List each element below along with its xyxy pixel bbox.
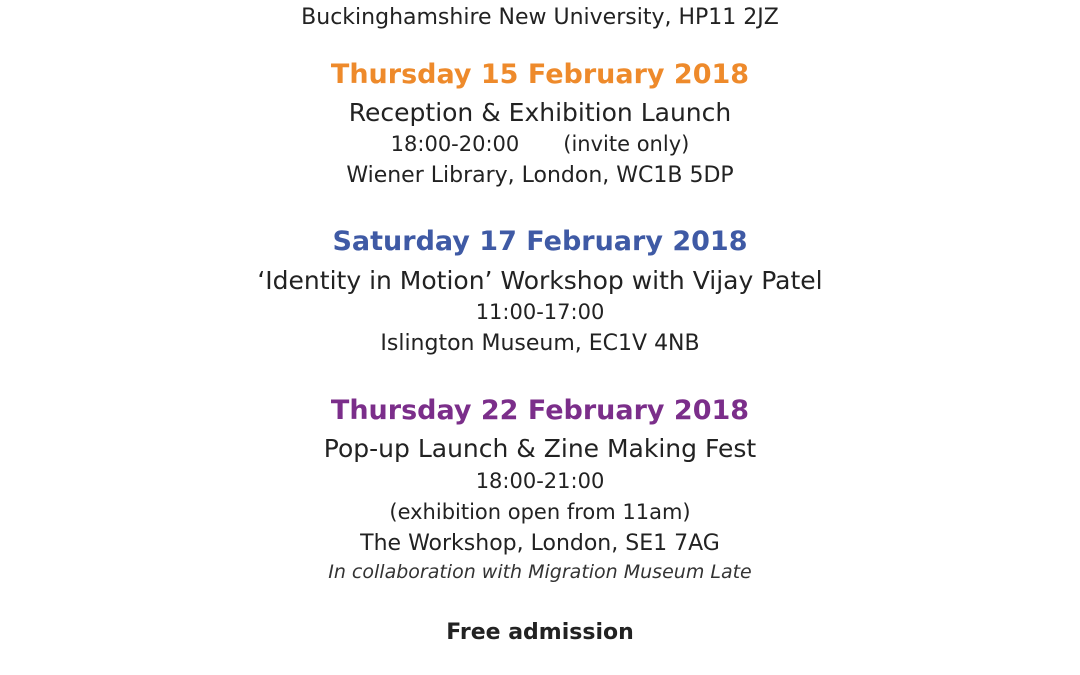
event-3-place: The Workshop, London, SE1 7AG <box>360 531 720 556</box>
event-1-date: Thursday 15 February 2018 <box>330 59 750 90</box>
event-2-time: 11:00-17:00 <box>475 300 605 324</box>
free-admission: Free admission <box>446 620 634 645</box>
event-1-time-note: (invite only) <box>563 132 690 156</box>
event-1-time: 18:00-20:00 <box>390 132 520 156</box>
event-2-place: Islington Museum, EC1V 4NB <box>380 331 700 356</box>
event-3-note: (exhibition open from 11am) <box>389 500 691 524</box>
event-2-date: Saturday 17 February 2018 <box>332 226 748 257</box>
header-venue: Buckinghamshire New University, HP11 2JZ <box>301 5 779 30</box>
event-3-collaboration: In collaboration with Migration Museum Late <box>328 561 752 583</box>
event-1-title: Reception & Exhibition Launch <box>348 98 732 127</box>
event-3-title: Pop-up Launch & Zine Making Fest <box>323 434 757 463</box>
event-3-date: Thursday 22 February 2018 <box>330 395 750 426</box>
event-2-title: ‘Identity in Motion’ Workshop with Vijay Patel <box>257 266 823 295</box>
event-3-time: 18:00-21:00 <box>475 469 605 493</box>
event-1-time-row <box>0 134 1080 155</box>
event-1-place: Wiener Library, London, WC1B 5DP <box>346 163 734 188</box>
